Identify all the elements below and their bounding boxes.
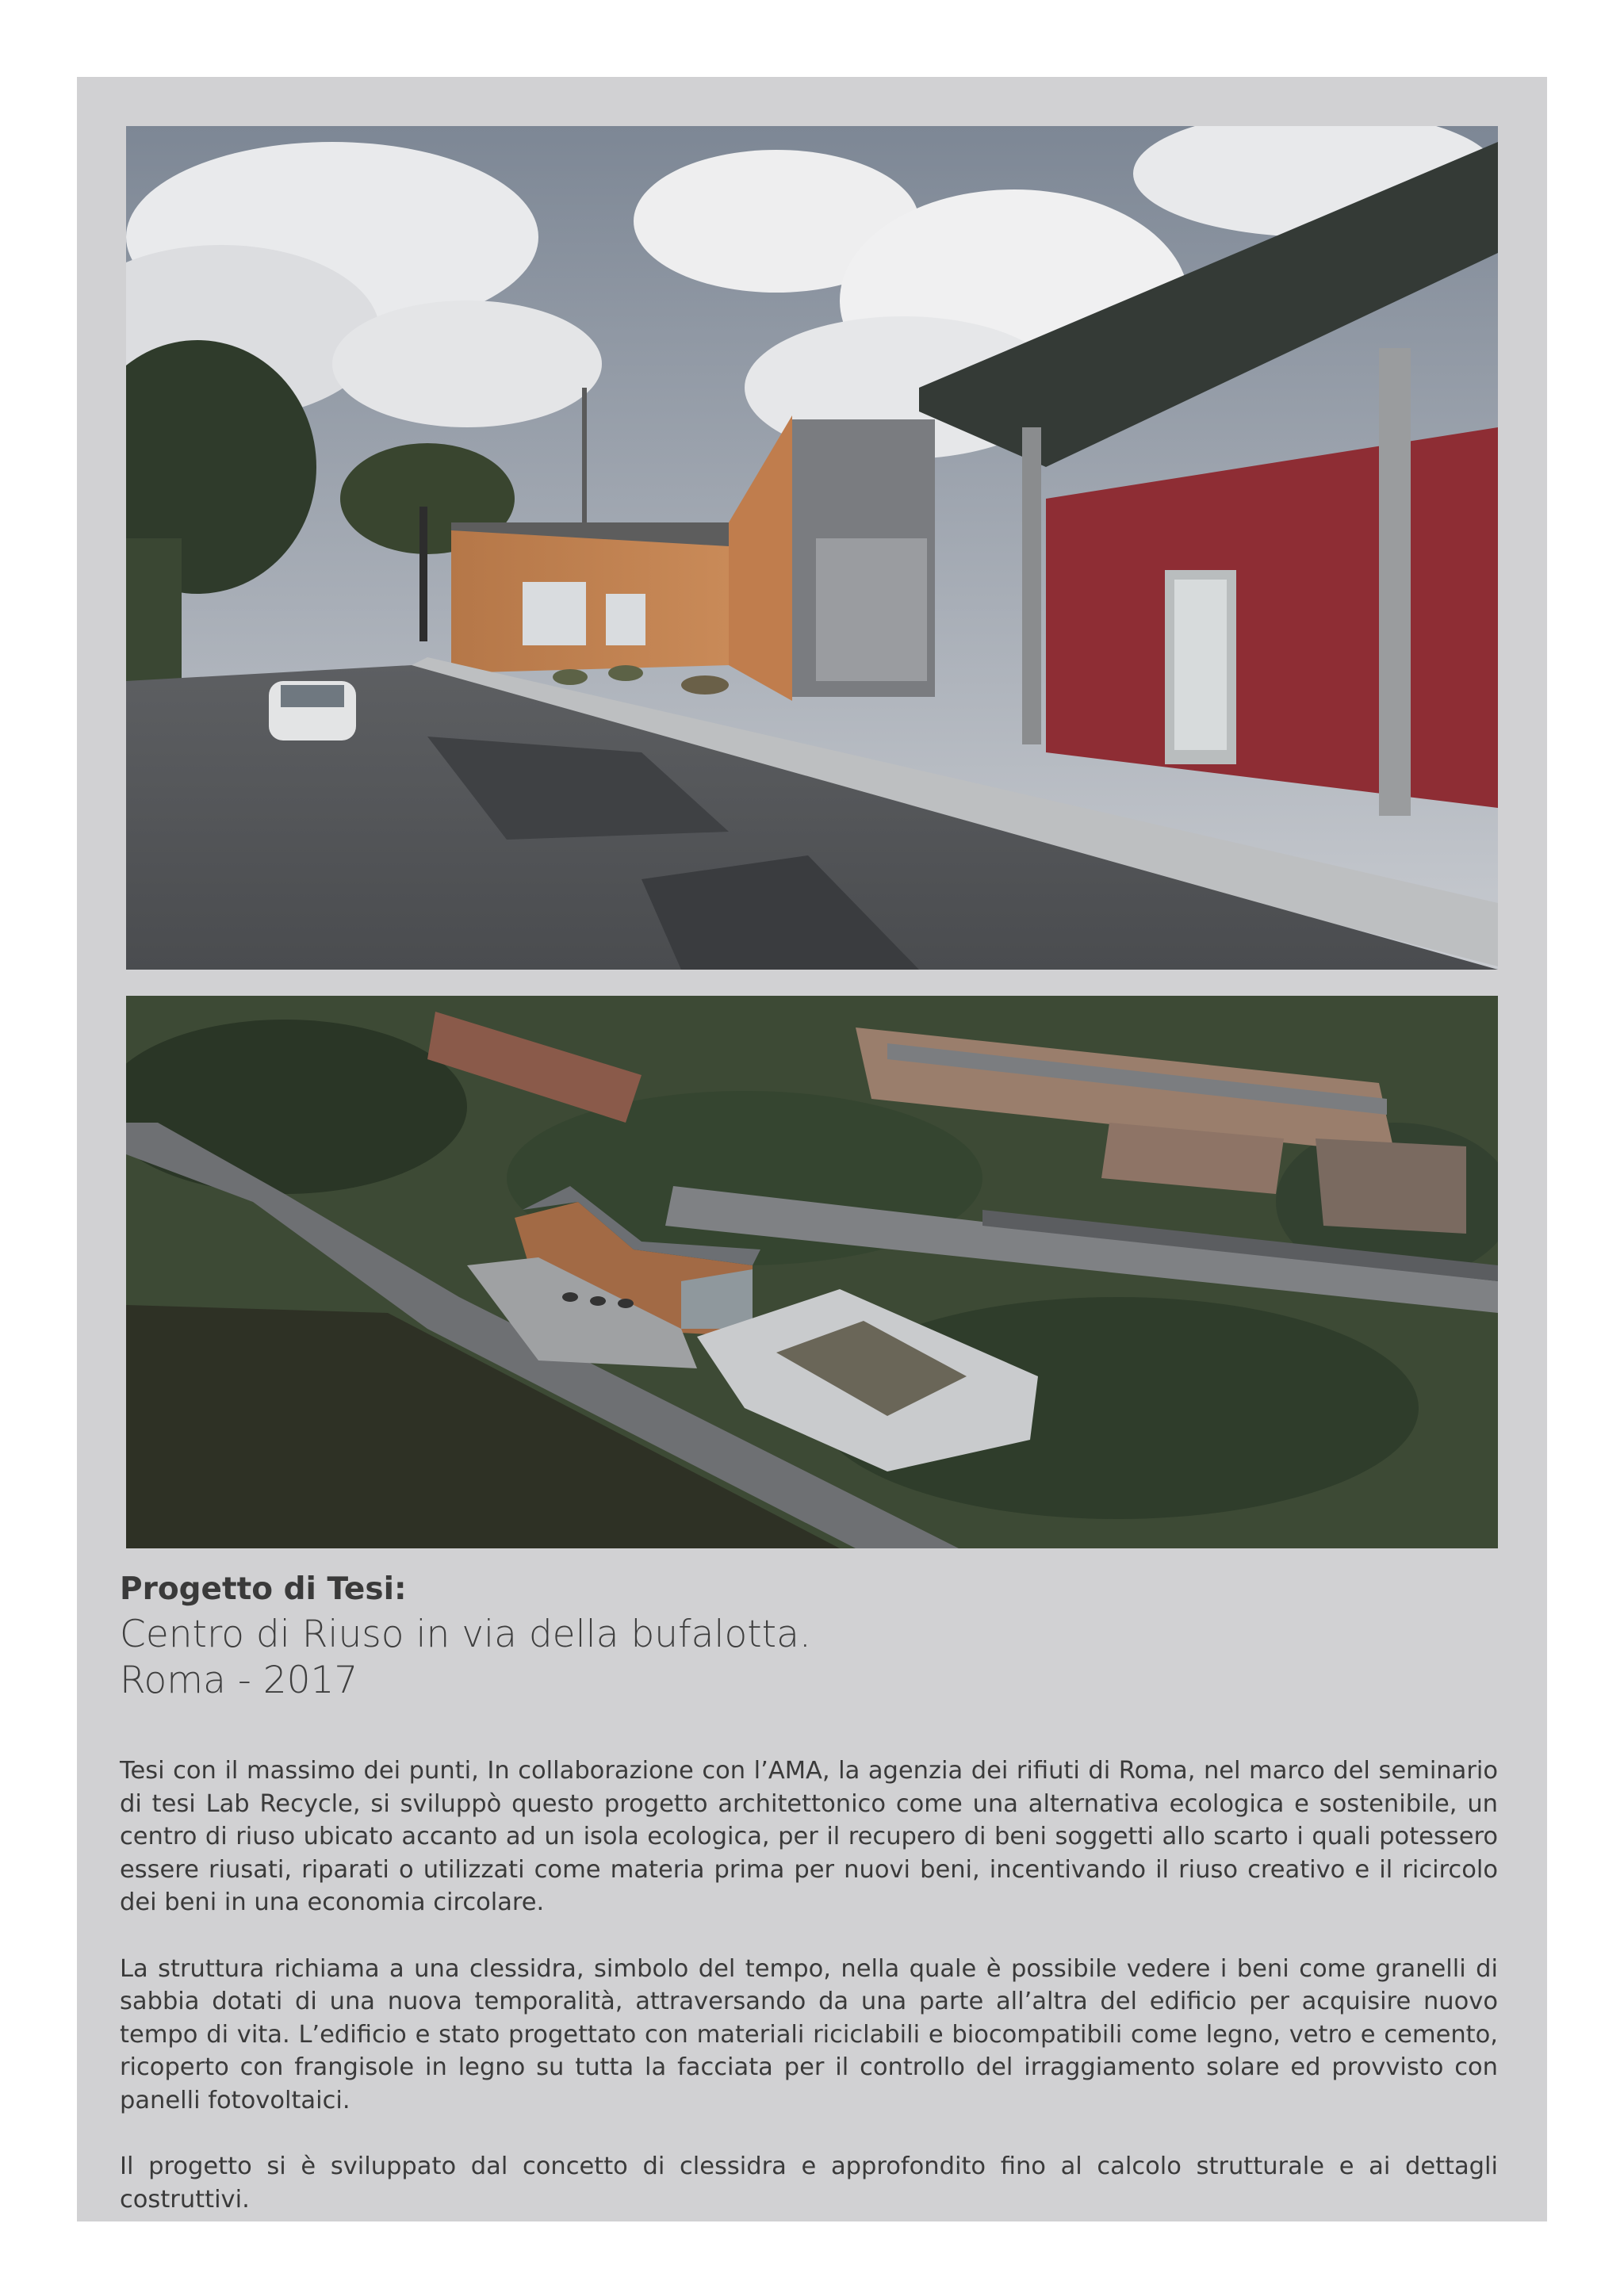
project-description: [120, 1567, 1498, 2249]
street-render-image: [126, 126, 1498, 970]
description-paragraphs: [120, 1755, 1498, 2216]
page-panel: [77, 77, 1547, 2221]
project-title: Centro di Riuso in via della bufalotta.: [120, 1613, 811, 1656]
paragraph-intro: Tesi con il massimo dei punti, In collaborazione con l’AMA, la agenzia dei rifiuti di Roma, nel marco del seminario di tesi Lab Recycle, si sviluppò questo progetto architettonico come una alternativa ecologica e sostenibile, un centro di riuso ubicato accanto ad un isola ecologica, per il recupero di beni soggetti allo scarto i quali potessero essere riusati, riparati o utilizzati come materia prima per nuovi beni, incentivando il riuso creativo e il ricircolo dei beni in una economia circolare.: [120, 1757, 1498, 1916]
aerial-render-image: [126, 996, 1498, 1548]
project-location-year: Roma - 2017: [120, 1659, 358, 1702]
paragraph-concept: Il progetto si è sviluppato dal concetto di clessidra e approfondito fino al calcolo strutturale e ai dettagli costruttivi.: [120, 2152, 1498, 2214]
paragraph-structure: La struttura richiama a una clessidra, simbolo del tempo, nella quale è possibile vedere i beni come granelli di sabbia dotati di una nuova temporalità, attraversando da una parte all’altra del edificio per acquisire nuovo tempo di vita. L’edificio e stato progettato con materiali riciclabili e biocompatibili come legno, vetro e cemento, ricoperto con frangisole in legno su tutta la facciata per il controllo del irraggiamento solare ed provvisto con panelli fotovoltaici.: [120, 1954, 1498, 2114]
project-label: Progetto di Tesi:: [120, 1571, 407, 1607]
